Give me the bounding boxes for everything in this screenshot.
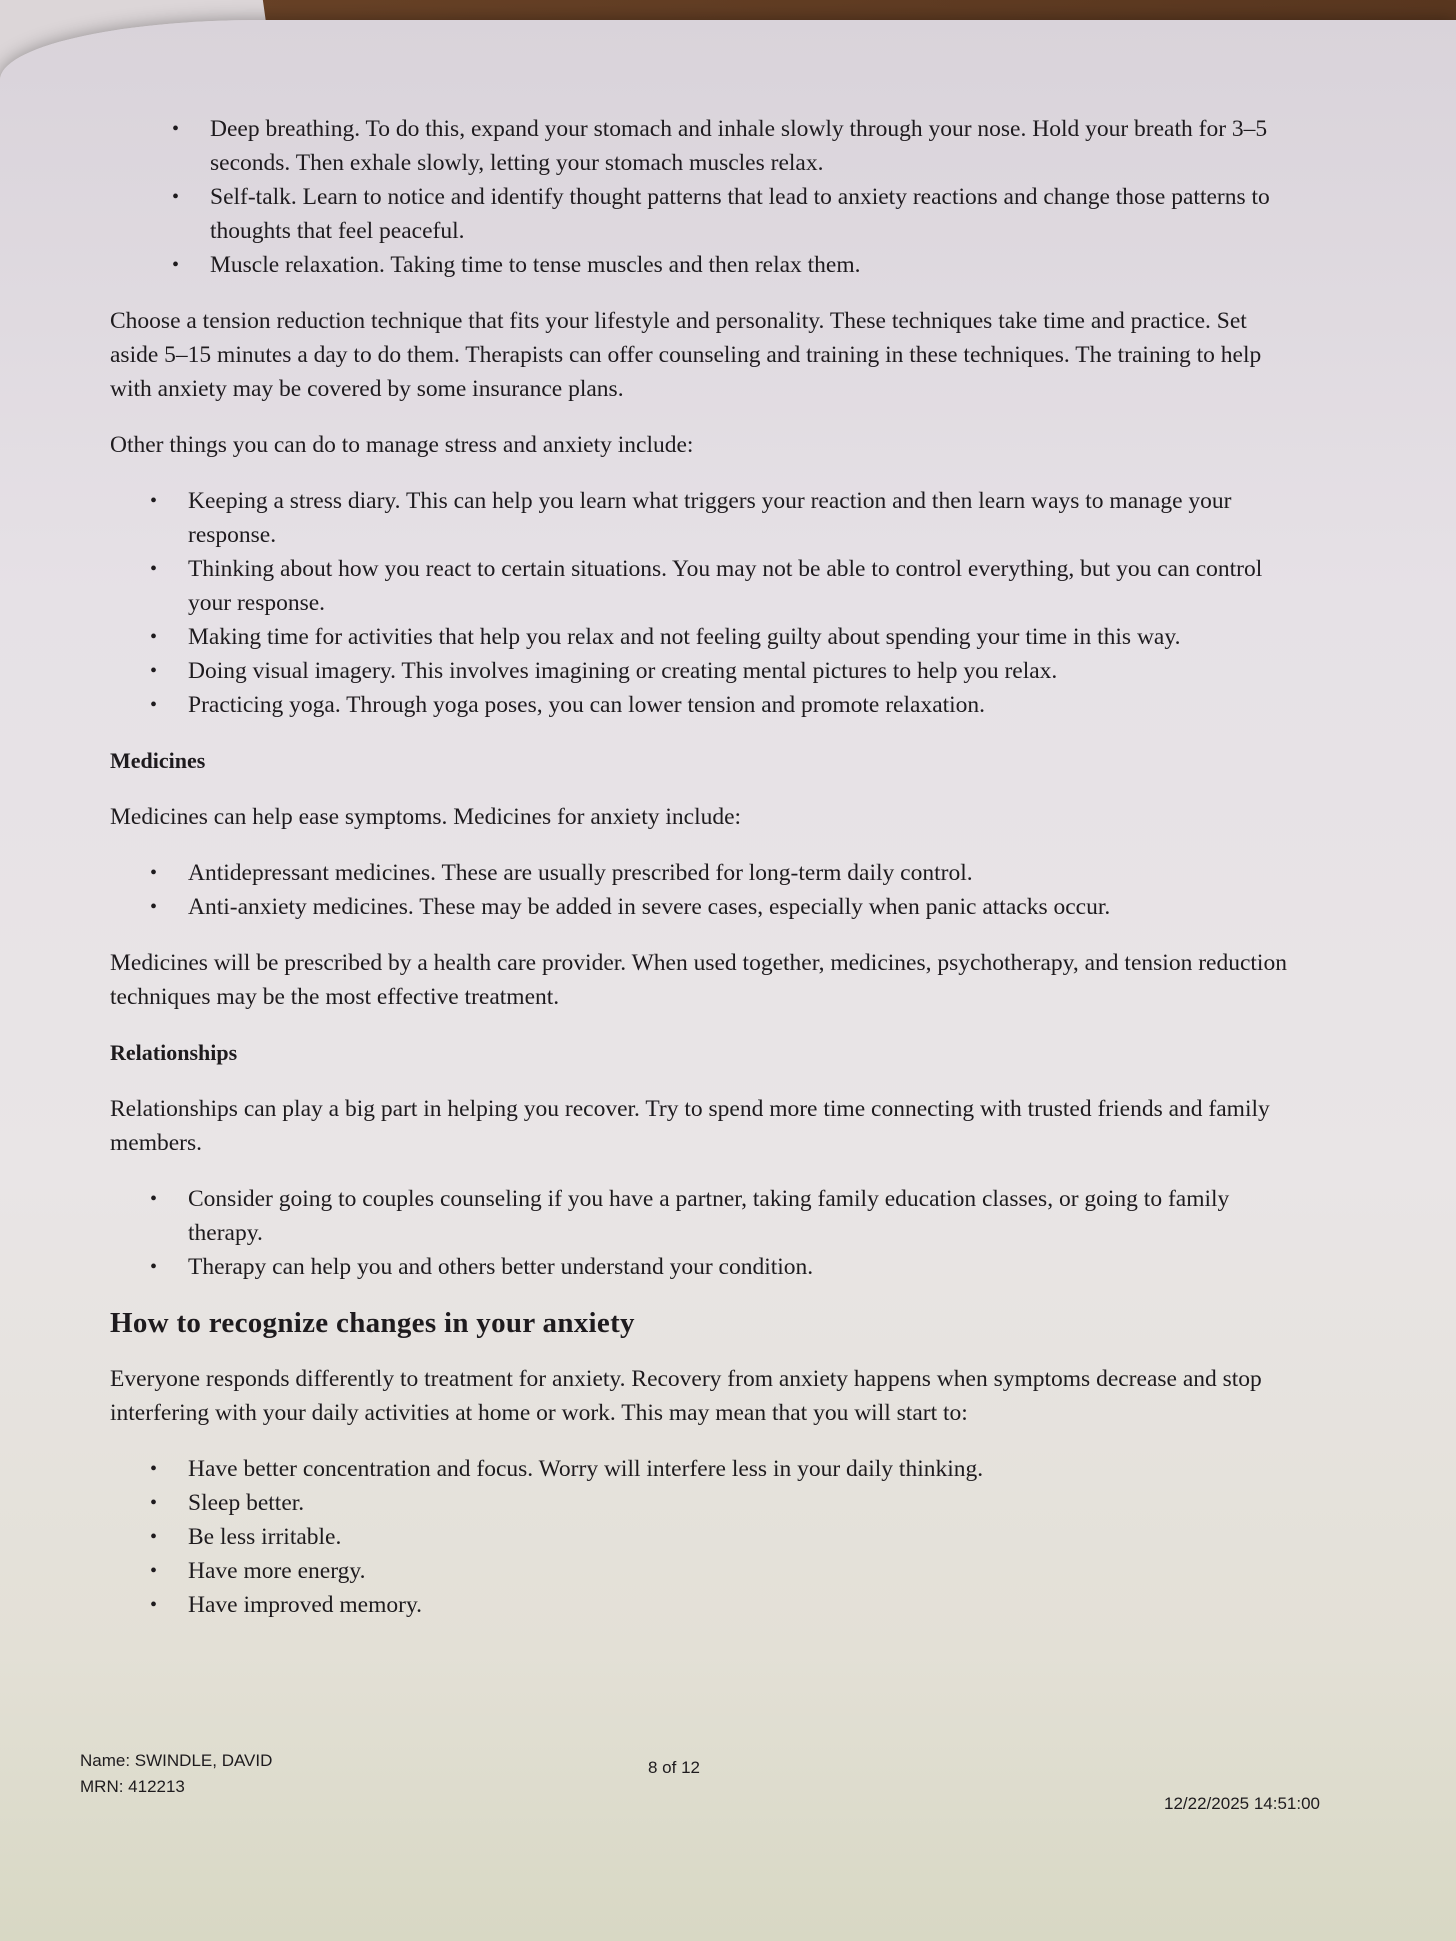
relationships-intro: Relationships can play a big part in helping you recover. Try to spend more time connecting with trusted friends and family members. [110,1096,1270,1156]
print-timestamp: 12/22/2025 14:51:00 [1164,1794,1320,1813]
technique-paragraph: Choose a tension reduction technique that fits your lifestyle and personality. These techniques take time and practice. Set aside 5–15 minutes a day to do them. Therapists can offer counseling and training in these techniques. The training to help with anxiety may be covered by some insurance plans. [110,308,1262,402]
list-item: • Deep breathing. To do this, expand your stomach and inhale slowly through your nose. Hold your breath for 3–5 seconds. Then exhale slowly, letting your stomach muscles relax. [210,112,1290,180]
relationships-heading: Relationships [110,1040,238,1065]
list-item: • Have better concentration and focus. Worry will interfere less in your daily thinking. [188,1452,1290,1486]
medicines-closing: Medicines will be prescribed by a health care provider. When used together, medicines, psychotherapy, and tension reduction techniques may be the most effective treatment. [110,950,1287,1010]
patient-mrn: MRN: 412213 [80,1777,185,1796]
changes-list [110,1452,1290,1622]
list-item: • Making time for activities that help you relax and not feeling guilty about spending your time in this way. [188,620,1290,654]
list-item: • Doing visual imagery. This involves imagining or creating mental pictures to help you relax. [188,654,1290,688]
patient-name: Name: SWINDLE, DAVID [80,1751,273,1770]
list-item: • Have improved memory. [188,1588,1290,1622]
list-item: • Be less irritable. [188,1520,1290,1554]
list-item: • Antidepressant medicines. These are usually prescribed for long-term daily control. [188,856,1290,890]
changes-intro: Everyone responds differently to treatment for anxiety. Recovery from anxiety happens when symptoms decrease and stop interfering with your daily activities at home or work. This may mean that you will start to: [110,1366,1262,1426]
medicines-list [110,856,1290,924]
list-item: • Thinking about how you react to certain situations. You may not be able to control everything, but you can control your response. [188,552,1290,620]
document-page [0,20,1456,1941]
medicines-heading: Medicines [110,748,206,773]
page-content [110,112,1290,1622]
relaxation-techniques-list [110,112,1290,282]
list-item: • Practicing yoga. Through yoga poses, you can lower tension and promote relaxation. [188,688,1290,722]
list-item: • Sleep better. [188,1486,1290,1520]
page-footer [80,1728,1320,1818]
list-item: • Consider going to couples counseling if you have a partner, taking family education classes, or going to family therapy. [188,1182,1290,1250]
patient-info [80,1748,272,1800]
changes-heading: How to recognize changes in your anxiety [110,1307,635,1339]
stress-management-list [110,484,1290,722]
medicines-intro: Medicines can help ease symptoms. Medicines for anxiety include: [110,804,742,830]
relationships-list [110,1182,1290,1284]
list-item: • Muscle relaxation. Taking time to tense muscles and then relax them. [210,248,1290,282]
list-item: • Keeping a stress diary. This can help you learn what triggers your reaction and then learn ways to manage your response. [188,484,1290,552]
list-item: • Self-talk. Learn to notice and identify thought patterns that lead to anxiety reactions and change those patterns to thoughts that feel peaceful. [210,180,1290,248]
list-item: • Anti-anxiety medicines. These may be added in severe cases, especially when panic attacks occur. [188,890,1290,924]
other-things-intro: Other things you can do to manage stress and anxiety include: [110,432,694,458]
page-number: 8 of 12 [648,1758,700,1777]
list-item: • Have more energy. [188,1554,1290,1588]
list-item: • Therapy can help you and others better understand your condition. [188,1250,1290,1284]
